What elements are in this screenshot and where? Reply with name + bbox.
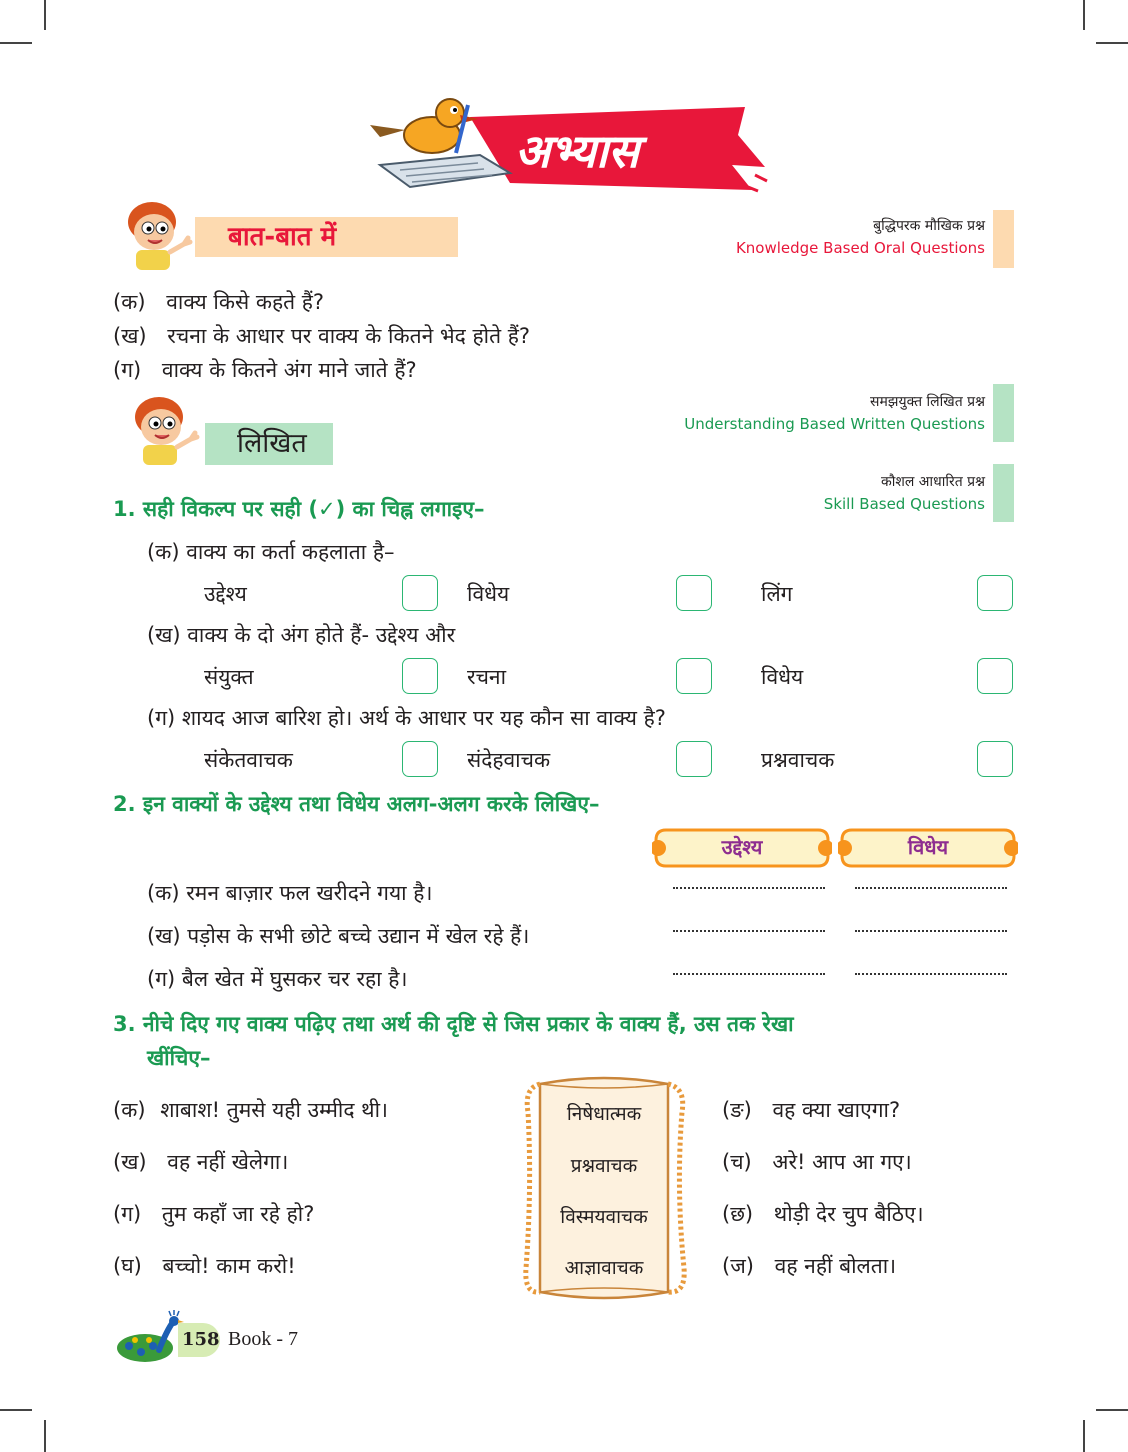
item-label: (च) [722, 1150, 752, 1174]
q3-title-cont: खींचिए– [147, 1046, 211, 1070]
written-tag-bar [993, 384, 1014, 442]
boy-avatar [118, 198, 198, 270]
item-label: (ङ) [722, 1098, 752, 1122]
item-label: (छ) [722, 1202, 754, 1226]
oral-heading-bar [195, 217, 458, 257]
item-label: (ज) [722, 1254, 754, 1278]
skill-tag [600, 472, 985, 513]
book-label: Book - 7 [228, 1328, 298, 1350]
answer-blank[interactable] [673, 930, 825, 932]
item-text: वह नहीं खेलेगा। [167, 1150, 289, 1174]
q2-column-header [652, 826, 832, 870]
question-text: वाक्य के कितने अंग माने जाते हैं? [161, 358, 417, 382]
item-text: बच्चो! काम करो! [162, 1254, 296, 1278]
q1-title: 1. सही विकल्प पर सही (✓) का चिह्न लगाइए– [113, 497, 485, 521]
item-text: तुम कहाँ जा रहे हो? [161, 1202, 315, 1226]
checkbox[interactable] [977, 658, 1013, 694]
crop-mark [44, 0, 46, 30]
answer-blank[interactable] [673, 887, 825, 889]
skill-tag-hindi: कौशल आधारित प्रश्न [880, 474, 985, 490]
checkbox[interactable] [402, 741, 438, 777]
crop-mark [1096, 42, 1128, 44]
boy-avatar [125, 393, 205, 465]
crop-mark [0, 42, 32, 44]
item-label: (घ) [113, 1254, 142, 1278]
oral-tag [600, 216, 985, 257]
question-label: (ख) [113, 324, 147, 348]
checkbox[interactable] [676, 575, 712, 611]
q1-option: विधेय [761, 665, 804, 689]
item-label: (क) [113, 1098, 146, 1122]
written-tag-hindi: समझयुक्त लिखित प्रश्न [870, 394, 985, 410]
q2-title: 2. इन वाक्यों के उद्देश्य तथा विधेय अलग-अलग करके लिखिए– [113, 792, 600, 816]
question-text: वाक्य किसे कहते हैं? [166, 290, 325, 314]
predicate-header: विधेय [907, 835, 949, 859]
checkbox[interactable] [402, 658, 438, 694]
crop-mark [0, 1409, 32, 1411]
oral-question [113, 288, 324, 316]
q1-question: (क) वाक्य का कर्ता कहलाता है– [147, 540, 395, 564]
item-label: (ख) [113, 1150, 147, 1174]
question-text: रचना के आधार पर वाक्य के कितने भेद होते हैं? [167, 324, 531, 348]
item-text: वह नहीं बोलता। [774, 1254, 897, 1278]
checkbox[interactable] [676, 658, 712, 694]
q3-left-item [113, 1096, 388, 1124]
oral-heading: बात-बात में [228, 222, 337, 252]
written-heading: लिखित [237, 428, 307, 459]
q1-option: संकेतवाचक [204, 748, 293, 772]
q1-option: संदेहवाचक [467, 748, 551, 772]
q2-sentence: (क) रमन बाज़ार फल खरीदने गया है। [147, 881, 433, 905]
q3-left-item [113, 1148, 288, 1176]
q3-title: 3. नीचे दिए गए वाक्य पढ़िए तथा अर्थ की दृष्टि से जिस प्रकार के वाक्य हैं, उस तक रेखा [113, 1012, 794, 1036]
q3-right-item [722, 1200, 924, 1228]
peacock-icon [115, 1310, 185, 1365]
q3-right-item [722, 1096, 900, 1124]
sentence-type: प्रश्नवाचक [570, 1155, 638, 1177]
item-text: थोड़ी देर चुप बैठिए। [773, 1202, 924, 1226]
written-heading-bar [205, 423, 333, 465]
checkbox[interactable] [977, 575, 1013, 611]
crop-mark [1083, 0, 1085, 30]
q2-sentence: (ख) पड़ोस के सभी छोटे बच्चे उद्यान में खेल रहे हैं। [147, 924, 530, 948]
q1-option: उद्देश्य [204, 582, 247, 606]
q1-question: (ग) शायद आज बारिश हो। अर्थ के आधार पर यह कौन सा वाक्य है? [147, 706, 666, 730]
q1-option: विधेय [467, 582, 510, 606]
written-tag [600, 392, 985, 433]
crop-mark [1083, 1420, 1085, 1452]
oral-question [113, 322, 530, 350]
item-text: अरे! आप आ गए। [772, 1150, 912, 1174]
item-text: शाबाश! तुमसे यही उम्मीद थी। [160, 1098, 388, 1122]
skill-tag-english: Skill Based Questions [823, 495, 985, 513]
question-label: (क) [113, 290, 146, 314]
written-tag-english: Understanding Based Written Questions [684, 415, 985, 433]
checkbox[interactable] [676, 741, 712, 777]
sentence-types-scroll [518, 1072, 690, 1304]
crop-mark [1096, 1409, 1128, 1411]
item-text: वह क्या खाएगा? [772, 1098, 901, 1122]
page-number-badge [178, 1323, 220, 1357]
oral-tag-hindi: बुद्धिपरक मौखिक प्रश्न [873, 218, 985, 234]
exercise-banner [360, 95, 775, 200]
subject-header: उद्देश्य [721, 835, 763, 859]
banner-title: अभ्यास [515, 124, 639, 178]
q3-left-item [113, 1200, 314, 1228]
q1-option: प्रश्नवाचक [761, 748, 835, 772]
crop-mark [44, 1420, 46, 1452]
answer-blank[interactable] [855, 887, 1007, 889]
q2-column-header [838, 826, 1018, 870]
oral-tag-english: Knowledge Based Oral Questions [735, 239, 985, 257]
q3-left-item [113, 1252, 296, 1280]
page-number: 158 [182, 1329, 220, 1350]
q1-question: (ख) वाक्य के दो अंग होते हैं- उद्देश्य और [147, 623, 456, 647]
q1-option: रचना [467, 665, 507, 689]
checkbox[interactable] [402, 575, 438, 611]
q3-right-item [722, 1148, 912, 1176]
checkbox[interactable] [977, 741, 1013, 777]
answer-blank[interactable] [855, 973, 1007, 975]
oral-question [113, 356, 417, 384]
answer-blank[interactable] [673, 973, 825, 975]
sentence-type: आज्ञावाचक [564, 1257, 644, 1279]
q3-right-item [722, 1252, 896, 1280]
answer-blank[interactable] [855, 930, 1007, 932]
q1-option: संयुक्त [204, 665, 254, 689]
skill-tag-bar [993, 464, 1014, 522]
question-label: (ग) [113, 358, 142, 382]
q2-sentence: (ग) बैल खेत में घुसकर चर रहा है। [147, 967, 408, 991]
item-label: (ग) [113, 1202, 142, 1226]
sentence-type: निषेधात्मक [566, 1103, 642, 1125]
oral-tag-bar [993, 210, 1014, 268]
sentence-type: विस्मयवाचक [560, 1206, 648, 1228]
q1-option: लिंग [761, 582, 793, 606]
